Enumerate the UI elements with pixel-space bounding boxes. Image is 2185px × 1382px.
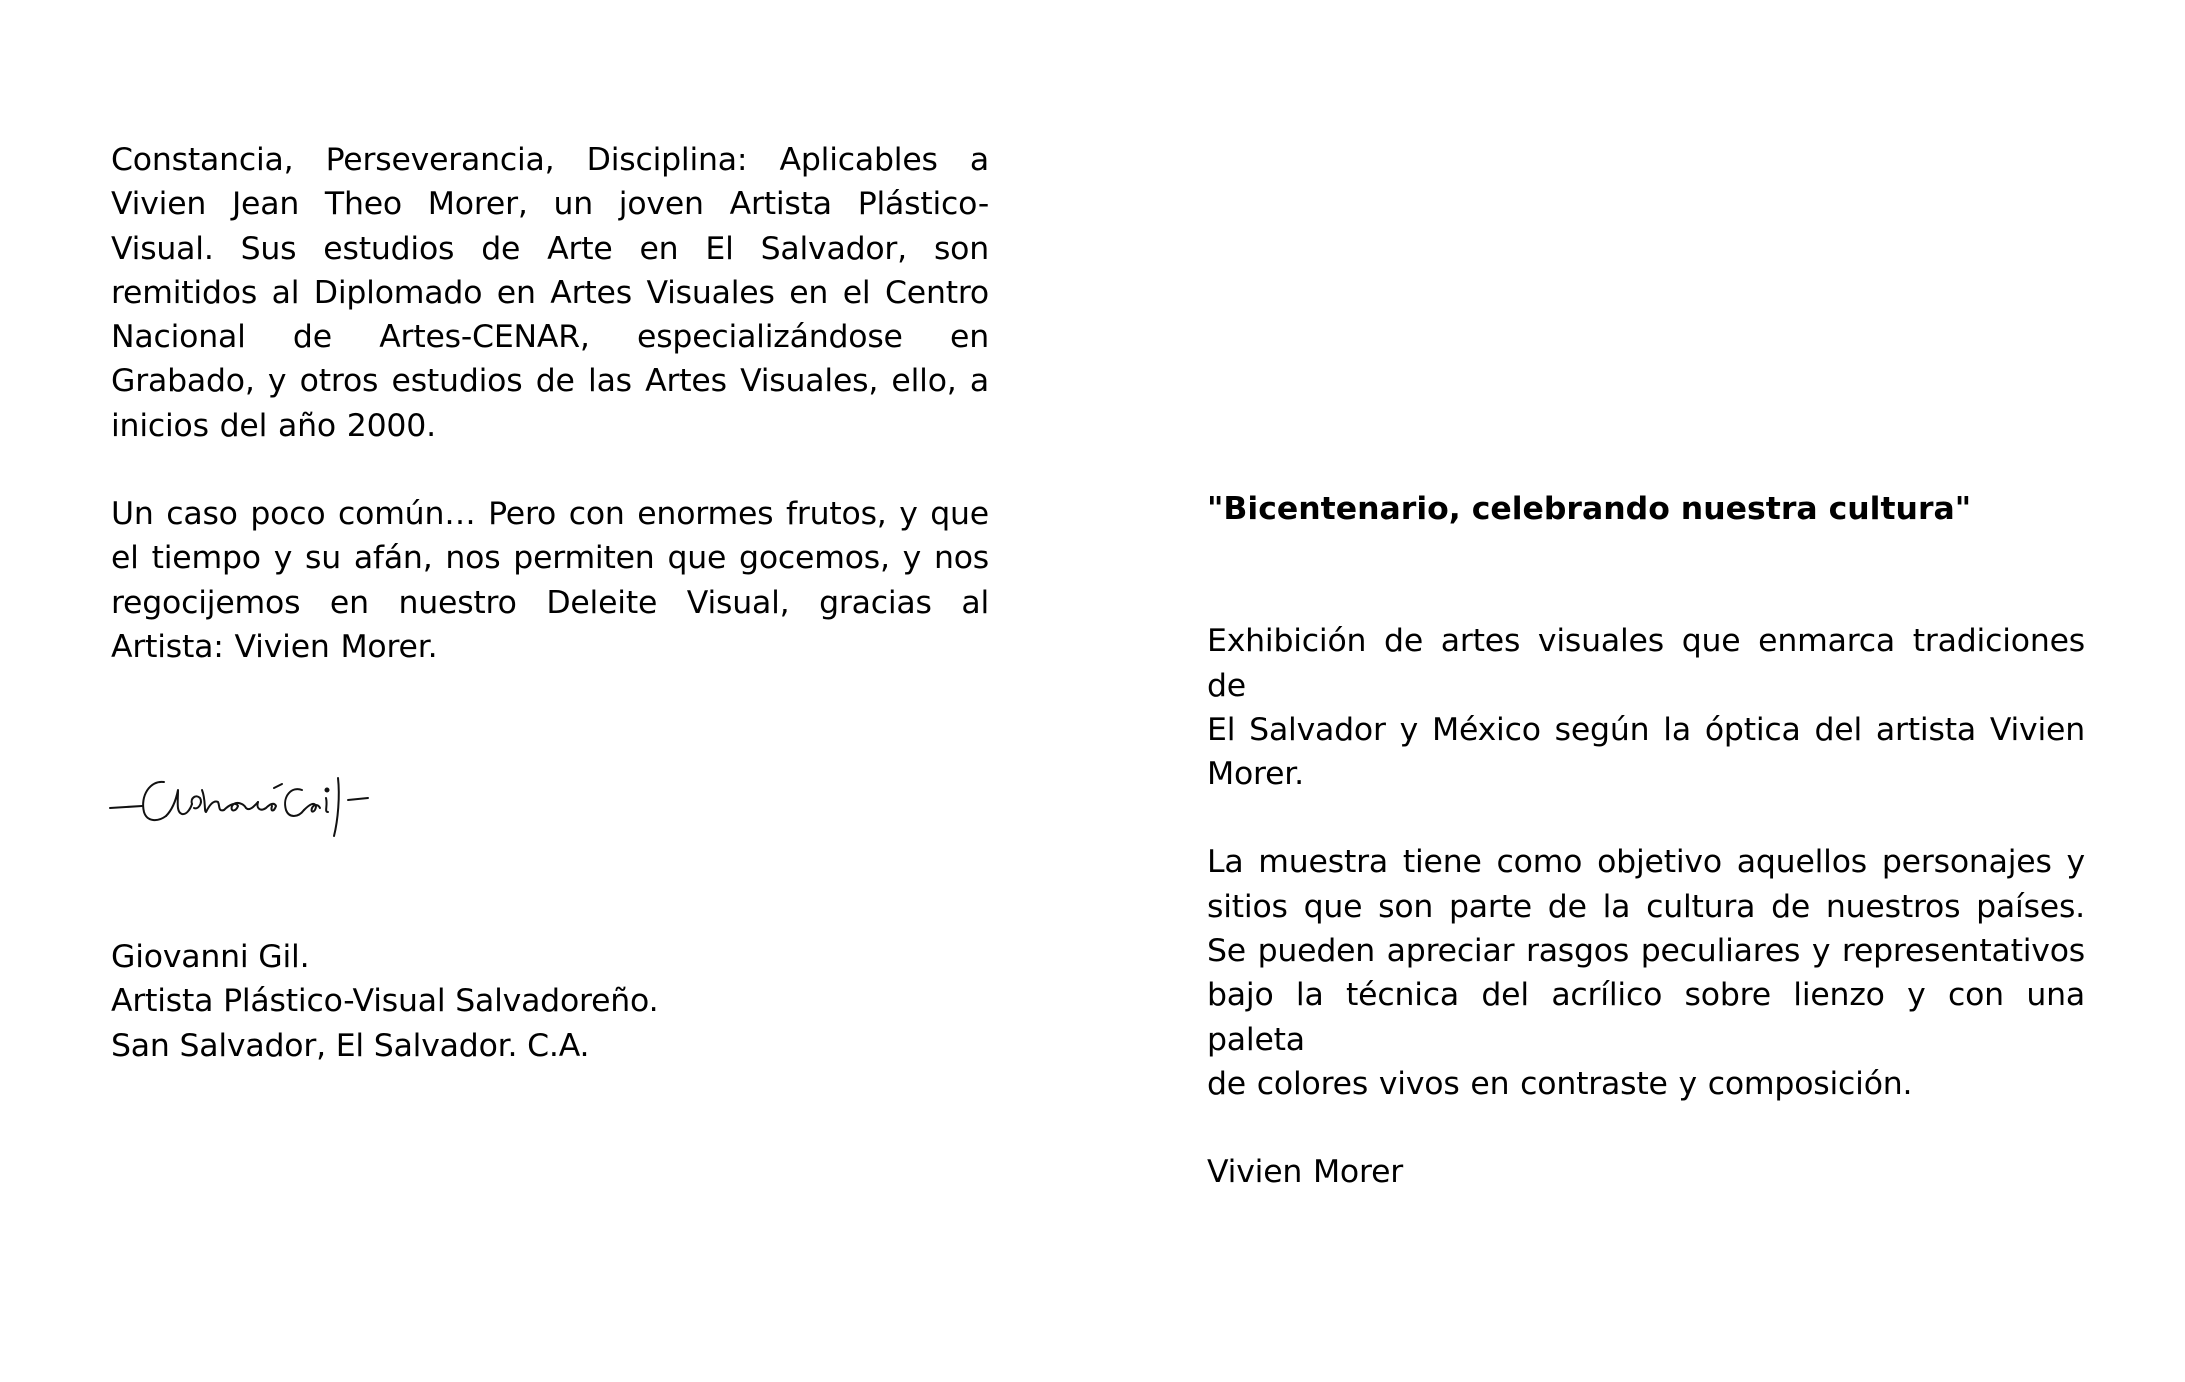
paragraph-line: remitidos al Diplomado en Artes Visuales en el Centro bbox=[111, 274, 989, 311]
praise-paragraph bbox=[111, 492, 989, 669]
intro-paragraph bbox=[111, 138, 989, 448]
paragraph-line: El Salvador y México según la óptica del artista Vivien bbox=[1207, 711, 2085, 748]
paragraph-line: inicios del año 2000. bbox=[111, 407, 436, 444]
paragraph-line: Nacional de Artes-CENAR, especializándose en bbox=[111, 319, 989, 356]
paragraph-line: regocijemos en nuestro Deleite Visual, gracias al bbox=[111, 584, 989, 621]
exhibition-title: "Bicentenario, celebrando nuestra cultura" bbox=[1207, 491, 1972, 527]
signoff-block bbox=[111, 935, 658, 1068]
right-column bbox=[1207, 487, 2085, 1195]
exhibition-objective bbox=[1207, 840, 2085, 1106]
paragraph-line: Se pueden apreciar rasgos peculiares y representativos bbox=[1207, 933, 2085, 970]
paragraph-line: Un caso poco común… Pero con enormes frutos, y que bbox=[111, 496, 989, 533]
author-name: Vivien Morer bbox=[1207, 1154, 1403, 1191]
paragraph-line: Visual. Sus estudios de Arte en El Salvador, son bbox=[111, 230, 989, 267]
paragraph-line: bajo la técnica del acrílico sobre lienzo y con una paleta bbox=[1207, 977, 2085, 1058]
paragraph-line: Artista: Vivien Morer. bbox=[111, 628, 438, 665]
left-column bbox=[111, 138, 989, 669]
paragraph-line: Constancia, Perseverancia, Disciplina: Aplicables a bbox=[111, 142, 989, 178]
paragraph-line: sitios que son parte de la cultura de nuestros países. bbox=[1207, 888, 2085, 925]
signoff-role: Artista Plástico-Visual Salvadoreño. bbox=[111, 983, 659, 1020]
exhibition-description bbox=[1207, 619, 2085, 796]
paragraph-line: de colores vivos en contraste y composición. bbox=[1207, 1065, 1913, 1102]
paragraph-line: Grabado, y otros estudios de las Artes Visuales, ello, a bbox=[111, 363, 989, 400]
paragraph-line: el tiempo y su afán, nos permiten que gocemos, y nos bbox=[111, 540, 989, 577]
paragraph-line: La muestra tiene como objetivo aquellos personajes y bbox=[1207, 844, 2085, 881]
paragraph-line: Morer. bbox=[1207, 756, 1304, 793]
handwritten-signature bbox=[106, 760, 396, 840]
paragraph-line: Exhibición de artes visuales que enmarca tradiciones de bbox=[1207, 623, 2085, 704]
paragraph-line: Vivien Jean Theo Morer, un joven Artista Plástico- bbox=[111, 186, 989, 223]
signoff-name: Giovanni Gil. bbox=[111, 939, 310, 975]
signoff-place: San Salvador, El Salvador. C.A. bbox=[111, 1027, 590, 1064]
